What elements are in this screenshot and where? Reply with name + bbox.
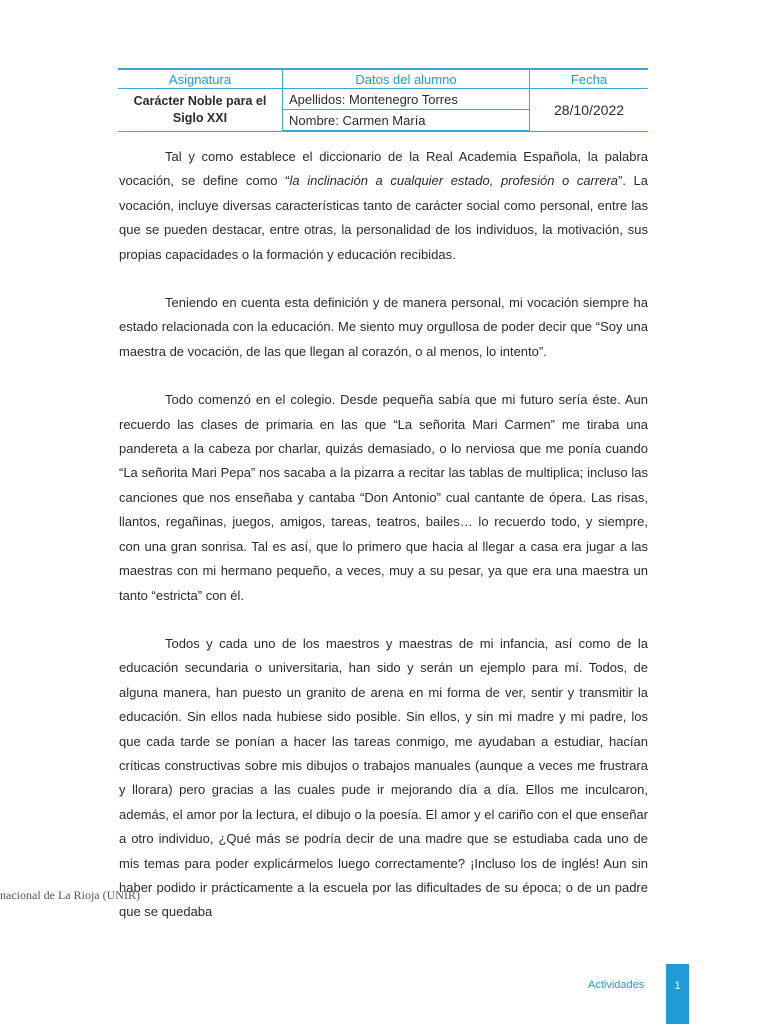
surnames-value: Apellidos: Montenegro Torres [283,89,530,110]
rae-definition-quote: la inclinación a cualquier estado, profesión o carrera [289,173,619,189]
footer-section-label: Actividades [588,979,645,991]
subject-value: Carácter Noble para el Siglo XXI [118,89,283,132]
page-number: 1 [674,980,681,992]
header-student-label: Datos del alumno [283,69,530,89]
page-number-tab [666,964,689,1024]
header-date-label: Fecha [530,69,649,89]
paragraph-4: Todos y cada uno de los maestros y maestras de mi infancia, así como de la educación secundaria o universitaria, han sido y serán un ejemplo para mí. Todos, de alguna manera, han puesto un granito de arena en mi forma de ver, sentir y transmitir la educación. Sin ellos nada hubiese sido posible. Sin ellos, y sin mi madre y mi padre, los que cada tarde se ponían a hacer las tareas conmigo, me ayudaban a estudiar, hacían críticas constructivas sobre mis dibujos o trabajos manuales (aunque a veces me frustrara y llorara) pero gracias a las cuales pude ir mejorando día a día. Ellos me inculcaron, además, el amor por la lectura, el dibujo o la poesía. El amor y el cariño con el que enseñar a otro individuo, ¿Qué más se podría decir de una madre que se estudiaba cada uno de mis temas para poder explicármelos luego correctamente? ¡Incluso los de inglés! Aun sin haber podido ir prácticamente a la escuela por las dificultades de su época; o de un padre que se quedaba [119,635,648,920]
name-value: Nombre: Carmen María [283,110,530,132]
paragraph-2: Teniendo en cuenta esta definición y de manera personal, mi vocación siempre ha estado relacionada con la educación. Me siento muy orgullosa de poder decir que “Soy una maestra de vocación, de las que llegan al corazón, o al menos, lo intento”. [119,295,648,359]
paragraph-1-before: Tal y como establece el diccionario de la Real Academia Española, la palabra vocación, se define como “ [119,149,648,189]
paragraph-3: Todo comenzó en el colegio. Desde pequeña sabía que mi futuro sería éste. Aun recuerdo las clases de primaria en las que “La señorita Mari Carmen” me tiraba una pandereta a la cabeza por charlar, quizás demasiado, o lo nerviosa que me ponía cuando “La señorita Mari Pepa” nos sacaba a la pizarra a recitar las tablas de multiplica; incluso las canciones que nos enseñaba y cantaba “Don Antonio” cual cantante de ópera. Las risas, llantos, regañinas, juegos, amigos, tareas, teatros, bailes… lo recuerdo todo, y siempre, con una gran sonrisa. Tal es así, que lo primero que hacia al llegar a casa era jugar a las maestras con mi hermano pequeño, a veces, muy a su pesar, ya que era una maestra un tanto “estricta” con él. [119,392,648,603]
paragraph-1-after: ”. La vocación, incluye diversas características tanto de carácter social como personal, entre las que se pueden destacar, entre otras, la personalidad de los individuos, la motivación, sus propias capacidades o la formación y educación recibidas. [119,173,649,262]
unir-watermark: nacional de La Rioja (UNIR) [0,888,140,902]
essay-body [119,145,648,949]
header-table [118,68,648,132]
date-value: 28/10/2022 [530,89,649,132]
paragraph-1 [119,145,648,267]
header-subject-label: Asignatura [118,69,283,89]
